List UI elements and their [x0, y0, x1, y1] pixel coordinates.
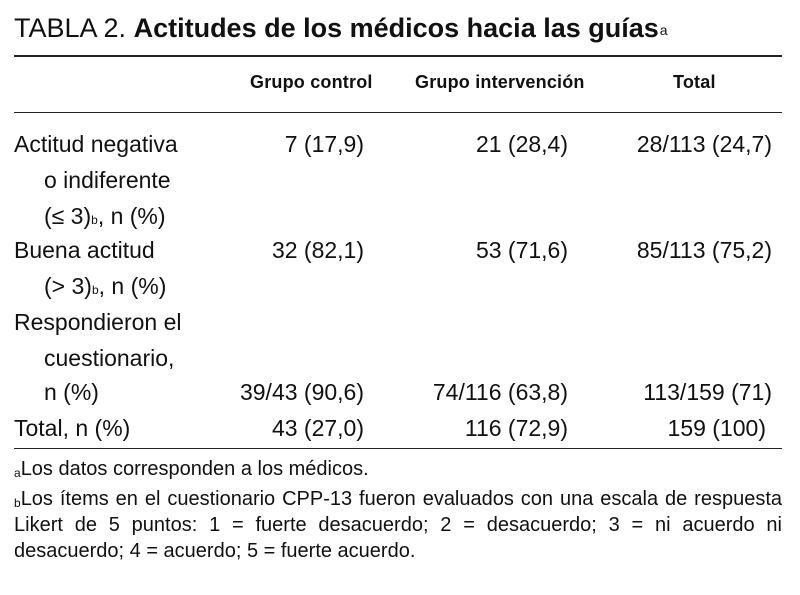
top-rule	[14, 55, 782, 57]
cell-intervention: 74/116 (63,8)	[432, 379, 568, 405]
title-footnote-mark: a	[659, 22, 668, 38]
bottom-rule	[14, 448, 782, 449]
row-label: Respondieron el	[14, 309, 182, 335]
footnote-a: $^a$Los datos corresponden a los médicos.	[14, 458, 369, 480]
footnote-mark: b	[91, 283, 99, 297]
footnote-mark: a	[14, 466, 21, 480]
row-label: Buena actitud	[14, 237, 155, 263]
cell-intervention: 53 (71,6)	[475, 237, 568, 263]
row-label: Actitud negativa	[14, 131, 178, 157]
footnote-mark: b	[14, 496, 21, 510]
column-header-intervention: Grupo intervención	[415, 72, 585, 92]
cell-total: 85/113 (75,2)	[636, 237, 772, 263]
row-label-continued: o indiferente	[44, 167, 171, 193]
cell-control: 39/43 (90,6)	[239, 379, 364, 405]
column-header-control: Grupo control	[250, 72, 373, 92]
cell-total: 28/113 (24,7)	[636, 131, 772, 157]
cell-intervention: 21 (28,4)	[475, 131, 568, 157]
cell-intervention: 116 (72,9)	[464, 415, 568, 441]
cell-total: 159 (100)	[667, 415, 766, 441]
row-label-continued: (≤ 3)$^b$, n (%)	[44, 203, 166, 229]
footnote-b: $^b$Los ítems en el cuestionario CPP-13 fueron evaluados con una escala de respuesta Likert de 5 puntos: 1 = fuerte desacuerdo; 2 = desacuerdo; 3 = ni acuerdo ni desacuerdo; 4 = acuerdo; 5 = fuerte acuerdo.	[14, 488, 782, 562]
row-label-continued: (> 3)$^b$, n (%)	[44, 273, 167, 299]
row-label: Total, n (%)	[14, 415, 131, 441]
header-rule	[14, 112, 782, 113]
table-title	[14, 10, 668, 46]
row-label-continued: cuestionario,	[44, 345, 175, 371]
table-caption: Actitudes de los médicos hacia las guías	[133, 13, 659, 43]
row-label-continued: n (%)	[44, 379, 99, 405]
footnote-mark: b	[91, 213, 98, 227]
cell-control: 7 (17,9)	[284, 131, 364, 157]
table-number: TABLA 2.	[14, 13, 127, 43]
cell-total: 113/159 (71)	[643, 379, 772, 405]
cell-control: 32 (82,1)	[271, 237, 364, 263]
column-header-total: Total	[673, 72, 716, 92]
cell-control: 43 (27,0)	[271, 415, 364, 441]
